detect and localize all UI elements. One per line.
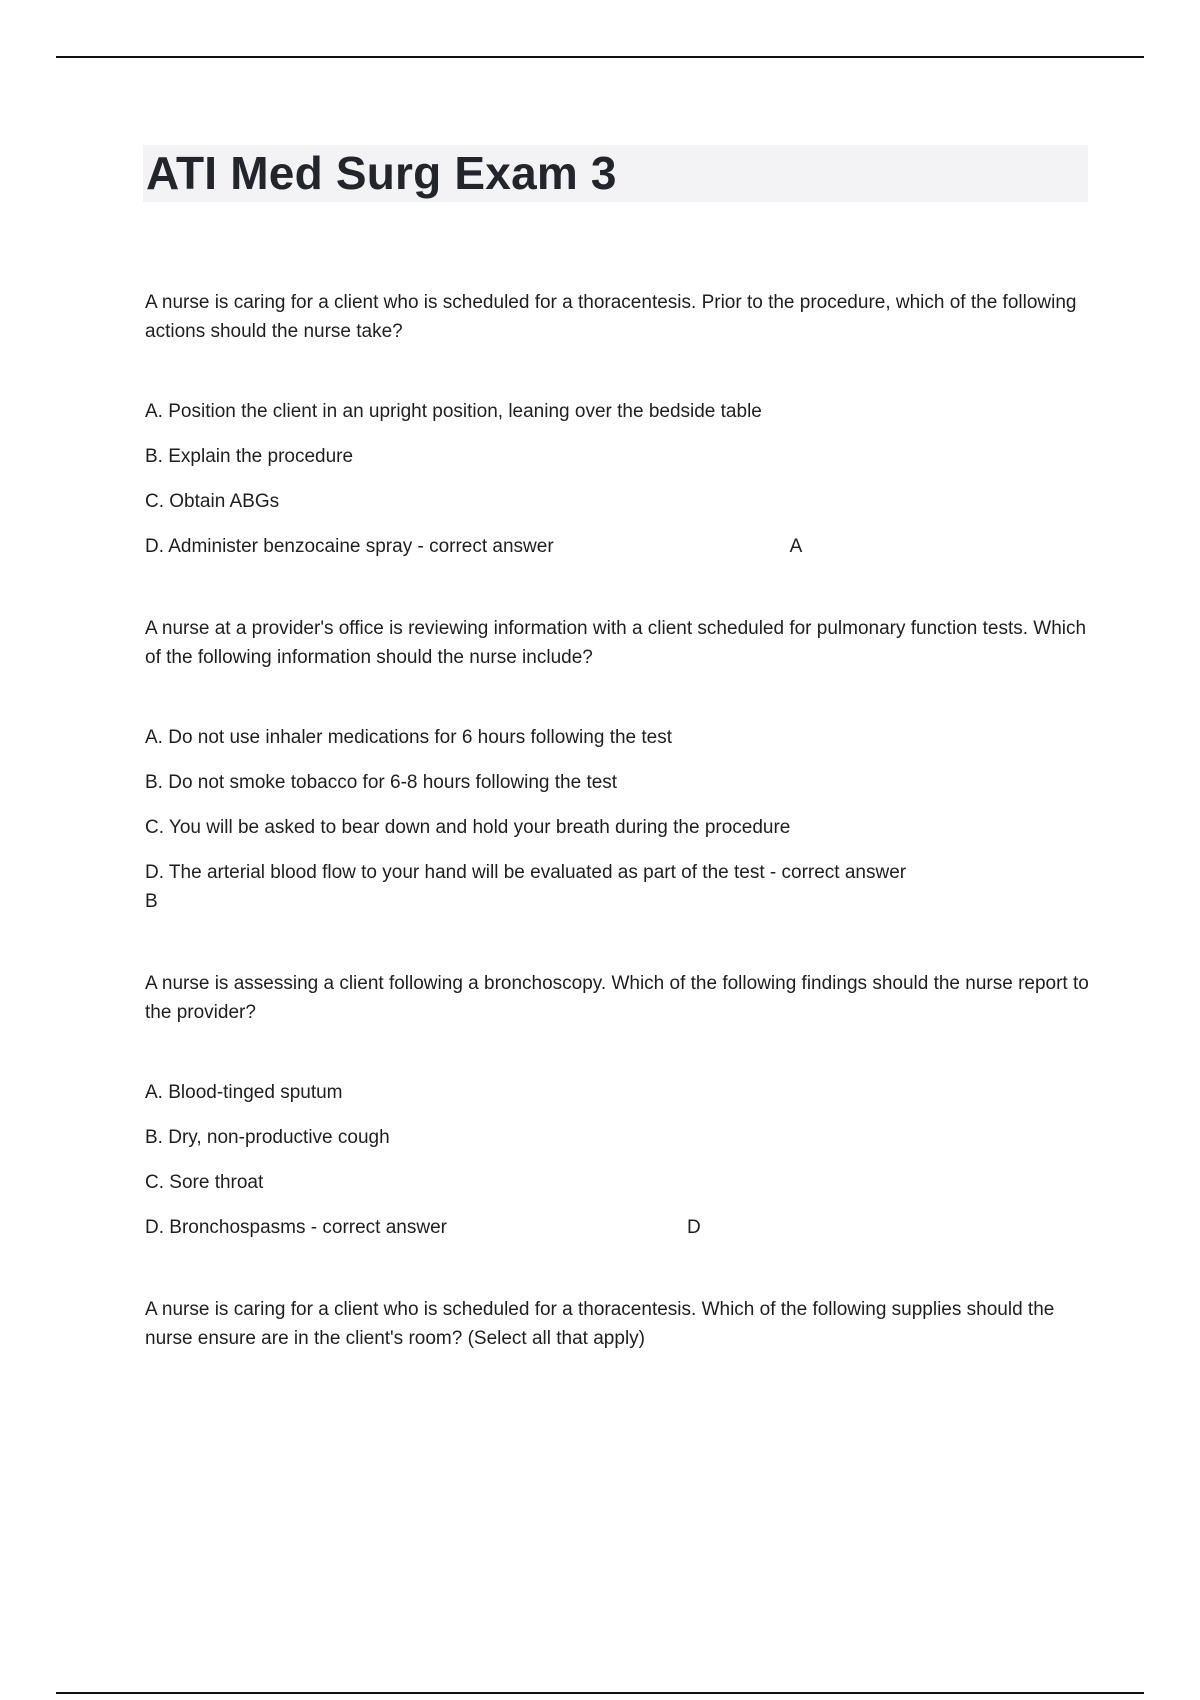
option-item: B. Explain the procedure [145,446,354,467]
question-block-4 [145,1295,1095,1353]
answer-key: D [687,1217,701,1238]
option-item: B. Dry, non-productive cough [145,1127,390,1148]
question-text: A nurse is caring for a client who is scheduled for a thoracentesis. Prior to the procedure, which of the following actions should the nurse take? [145,292,1077,342]
document-body [145,288,1095,1353]
option-text: D. Bronchospasms - correct answer [145,1217,447,1238]
question-text: A nurse is caring for a client who is scheduled for a thoracentesis. Which of the following supplies should the nurse ensure are in the client's room? (Select all that apply) [145,1299,1055,1349]
question-text: A nurse is assessing a client following a bronchoscopy. Which of the following findings should the nurse report to the provider? [145,973,1089,1023]
question-block-3 [145,969,1095,1242]
option-item: C. Sore throat [145,1172,264,1193]
option-item: B. Do not smoke tobacco for 6-8 hours following the test [145,772,618,793]
option-item: A. Blood-tinged sputum [145,1082,343,1103]
option-item: C. Obtain ABGs [145,491,280,512]
top-rule [56,56,1144,58]
answer-key: B [145,891,158,912]
option-item: A. Position the client in an upright position, leaning over the bedside table [145,401,762,422]
question-text: A nurse at a provider's office is reviewing information with a client scheduled for pulmonary function tests. Which of the following information should the nurse include? [145,618,1087,668]
answer-key: A [789,536,803,557]
bottom-rule [56,1692,1144,1694]
option-item: A. Do not use inhaler medications for 6 hours following the test [145,727,673,748]
page-title: ATI Med Surg Exam 3 [146,147,617,199]
option-item-with-answer [145,532,1095,561]
option-text: D. The arterial blood flow to your hand will be evaluated as part of the test - correct answer [145,862,907,883]
question-block-1 [145,288,1095,561]
option-item-with-answer [145,1213,1095,1242]
option-list [145,397,1095,561]
option-item-with-answer [145,858,1095,916]
option-list [145,1078,1095,1242]
option-list [145,723,1095,916]
option-text: D. Administer benzocaine spray - correct answer [145,536,554,557]
option-item: C. You will be asked to bear down and hold your breath during the procedure [145,817,791,838]
question-block-2 [145,614,1095,916]
